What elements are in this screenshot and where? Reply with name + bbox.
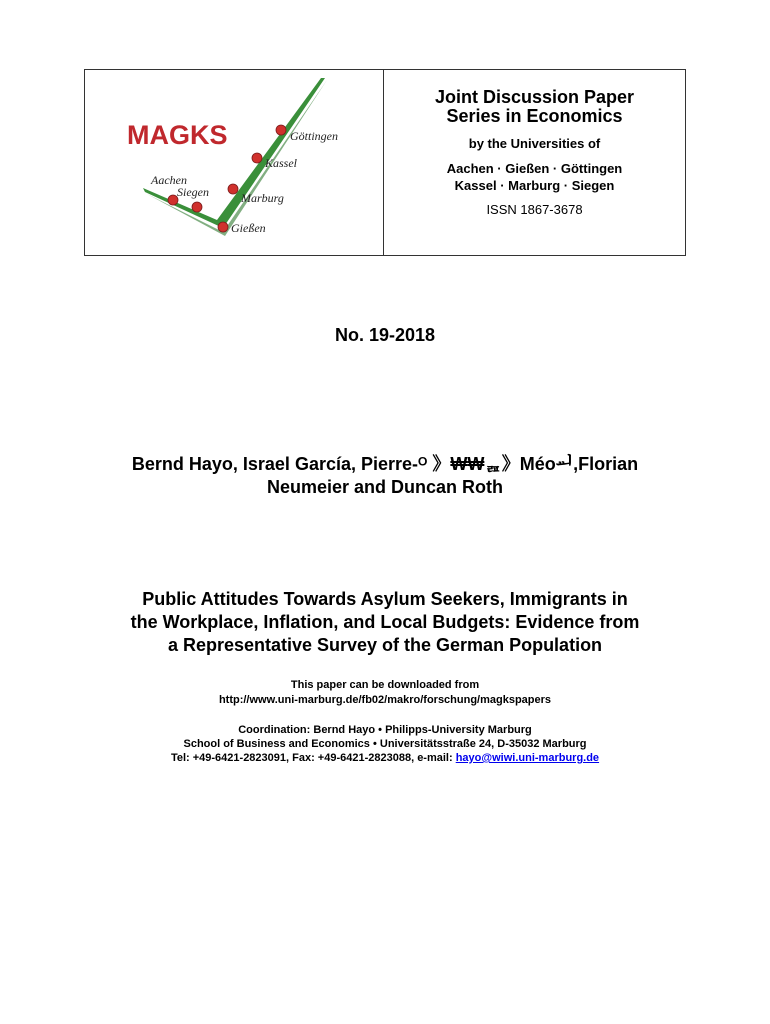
coordination-line3 <box>40 751 730 765</box>
check-mark-shape <box>143 78 325 228</box>
city-label-marburg: Marburg <box>241 191 284 205</box>
city-label-siegen: Siegen <box>177 185 209 199</box>
city-label-goettingen: Göttingen <box>290 129 338 143</box>
coordination-line2: School of Business and Economics • Universitätsstraße 24, D-35032 Marburg <box>183 738 587 750</box>
paper-title-line2: the Workplace, Inflation, and Local Budgets: Evidence from <box>130 612 640 632</box>
city-label-giessen: Gießen <box>231 221 266 235</box>
paper-title <box>60 588 710 657</box>
city-dot-siegen <box>192 202 202 212</box>
authors-line2: Neumeier and Duncan Roth <box>266 477 504 497</box>
download-text: This paper can be downloaded from <box>290 679 480 691</box>
coordination-line1: Coordination: Bernd Hayo • Philipps-University Marburg <box>238 724 532 736</box>
city-dot-giessen <box>218 222 228 232</box>
authors-line1: Bernd Hayo, Israel García, Pierre-ᴼ 》₩₩ᆵ》Méoᆈ,Florian <box>131 454 639 474</box>
paper-title-line1: Public Attitudes Towards Asylum Seekers, Immigrants in <box>142 589 628 609</box>
universities-line2: Kassel · Marburg · Siegen <box>454 178 615 193</box>
magks-logo <box>85 70 383 255</box>
paper-authors <box>60 453 710 499</box>
city-label-kassel: Kassel <box>265 156 298 170</box>
series-title-line2: Series in Economics <box>446 106 623 126</box>
series-by-line: by the Universities of <box>468 136 601 151</box>
coordination-info <box>40 723 730 765</box>
series-info <box>384 70 685 255</box>
check-mark-shadow <box>147 80 327 236</box>
universities-line1: Aachen · Gießen · Göttingen <box>446 161 623 176</box>
city-dot-goettingen <box>276 125 286 135</box>
paper-number: No. 19-2018 <box>334 325 436 345</box>
contact-phone-fax: Tel: +49-6421-2823091, Fax: +49-6421-2823088, e-mail: <box>170 752 456 764</box>
series-universities <box>384 160 685 194</box>
contact-email-link[interactable]: hayo@wiwi.uni-marburg.de <box>455 752 600 764</box>
series-title-line1: Joint Discussion Paper <box>434 87 635 107</box>
series-header-box <box>84 69 686 256</box>
download-info <box>60 678 710 708</box>
city-dot-kassel <box>252 153 262 163</box>
magks-brand-text: MAGKS <box>127 120 228 150</box>
paper-title-line3: a Representative Survey of the German Population <box>167 635 603 655</box>
series-title <box>384 88 685 126</box>
city-dot-marburg <box>228 184 238 194</box>
city-label-aachen: Aachen <box>151 173 187 187</box>
download-url: http://www.uni-marburg.de/fb02/makro/forschung/magkspapers <box>218 694 552 706</box>
magks-logo-graphic <box>85 70 383 255</box>
series-issn: ISSN 1867-3678 <box>486 202 583 217</box>
